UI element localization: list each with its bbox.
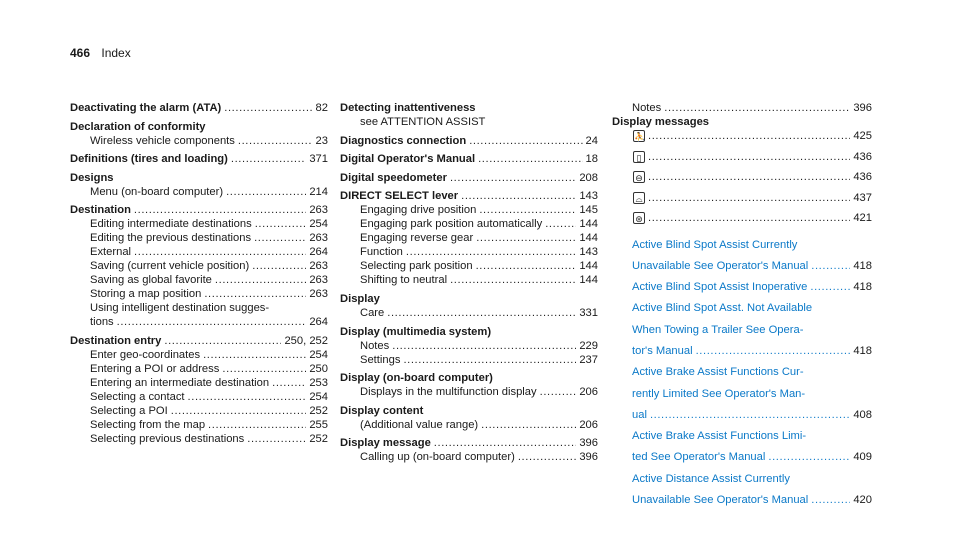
dot-leader [450,273,576,287]
index-subentry[interactable] [70,185,328,199]
page-ref: 143 [579,190,598,203]
subentry-label: Entering a POI or address [90,362,220,375]
index-entry-group [340,152,598,166]
index-subentry[interactable] [70,259,328,273]
page-ref: 264 [309,316,328,329]
subentry-label: Selecting park position [360,260,473,273]
index-entry[interactable] [340,189,598,203]
index-subentry[interactable] [70,404,328,418]
subentry-label: Unavailable See Operator's Manual [632,494,809,507]
index-entry [612,115,872,129]
index-subentry[interactable] [70,273,328,287]
page-number: 466 [70,46,91,60]
index-entry[interactable] [340,134,598,148]
message-entry-line[interactable] [612,238,872,259]
subentry-label: ual [632,408,647,421]
index-subentry[interactable] [70,217,328,231]
car-front-icon: ⊖ [633,171,645,183]
entry-heading: Digital speedometer [340,171,447,184]
index-entry[interactable] [70,101,328,115]
page-ref: 145 [579,204,598,217]
message-entry-line[interactable] [612,450,872,471]
page-ref: 144 [579,274,598,287]
page-ref: 396 [579,437,598,450]
dot-leader [134,245,306,259]
dot-leader [768,450,850,464]
dot-leader [811,259,850,273]
icon-subentry[interactable] [612,150,872,171]
dot-leader [224,101,312,115]
subentry-label: tions [90,316,114,329]
subentry-label: Selecting a POI [90,404,168,417]
dot-leader [696,344,851,358]
index-subentry[interactable] [70,315,328,329]
page-ref: 331 [579,306,598,319]
page-ref: 263 [309,274,328,287]
page-ref: 418 [853,259,872,272]
page-ref: 436 [853,150,872,163]
index-entry-group [340,292,598,320]
page-ref: 254 [309,348,328,361]
dot-leader [648,170,850,184]
subentry-label: Editing the previous destinations [90,232,252,245]
index-subentry[interactable] [340,203,598,217]
index-entry-group [70,203,328,329]
dot-leader [476,231,576,245]
icon-subentry[interactable] [612,129,872,150]
subentry-label: Notes [360,339,390,352]
index-entry-group [340,371,598,399]
dot-leader [450,171,576,185]
subentry-label: Engaging reverse gear [360,232,474,245]
page-ref: 250, 252 [284,334,328,347]
page-ref: 425 [853,130,872,142]
subentry-label: Active Distance Assist Currently [632,472,790,485]
page-ref: 214 [309,185,328,198]
page-ref: 255 [309,418,328,431]
dot-leader [434,436,577,450]
page-ref: 436 [853,171,872,183]
subentry-label: Storing a map position [90,288,202,301]
entry-heading: Display (on-board computer) [340,372,493,385]
index-entry[interactable] [340,101,598,115]
entry-heading: Deactivating the alarm (ATA) [70,102,222,114]
entry-heading: Detecting inattentiveness [340,102,476,114]
dot-leader [204,287,306,301]
dot-leader [188,390,307,404]
subentry-label: Unavailable See Operator's Manual [632,259,809,272]
subentry-label: rently Limited See Operator's Man- [632,387,806,400]
index-subentry[interactable] [70,245,328,259]
page-ref: 229 [579,339,598,352]
dot-leader [272,376,306,390]
index-subentry[interactable] [70,134,328,148]
index-subentry[interactable] [70,301,328,315]
index-entry[interactable] [340,371,598,385]
index-entry-group [70,334,328,446]
dot-leader [406,245,576,259]
dot-leader [254,231,306,245]
page-ref: 143 [579,246,598,259]
page-ref: 206 [579,418,598,431]
entry-heading: Display messages [612,116,710,128]
message-entry-line[interactable] [612,387,872,408]
dot-leader [481,418,576,432]
page-ref: 237 [579,353,598,366]
dot-leader [255,217,307,231]
dot-leader [164,334,281,348]
dot-leader [226,185,306,199]
index-entry-group [340,325,598,367]
message-entry-line[interactable] [612,301,872,322]
index-entry[interactable] [340,404,598,418]
dot-leader [664,101,850,115]
dot-leader [650,408,850,422]
subentry-label: Menu (on-board computer) [90,185,224,198]
dot-leader [238,134,313,148]
dot-leader [811,493,850,507]
dot-leader [134,203,306,217]
subentry-label: Active Brake Assist Functions Cur- [632,366,804,379]
message-entry-line[interactable] [612,344,872,365]
index-subentry[interactable] [70,231,328,245]
dot-leader [203,348,306,362]
message-entry-line[interactable] [612,323,872,344]
page-ref: 18 [585,153,598,166]
index-entry[interactable] [340,152,598,166]
index-entry-group [70,101,328,115]
dot-leader [648,150,850,164]
dot-leader [545,217,576,231]
page-ref: 420 [853,494,872,507]
message-entry-line[interactable] [612,429,872,450]
page-ref: 264 [309,246,328,259]
page-ref: 253 [309,376,328,389]
page-ref: 263 [309,204,328,217]
car-side-icon: ⌓ [633,192,645,204]
index-subentry[interactable] [340,306,598,320]
index-subentry[interactable] [70,376,328,390]
index-subentry[interactable] [340,273,598,287]
message-entry-line[interactable] [612,408,872,429]
index-entry-group [340,101,598,129]
index-entry-group [340,171,598,185]
index-subentry[interactable] [340,259,598,273]
index-entry[interactable] [340,171,598,185]
index-entry[interactable] [340,436,598,450]
page-ref: 23 [315,134,328,147]
subentry-label: Active Brake Assist Functions Limi- [632,430,807,443]
message-entry-line[interactable] [612,472,872,493]
subentry-label: Selecting from the map [90,418,206,431]
page-ref: 418 [853,344,872,357]
page-ref: 371 [309,153,328,166]
subentry-label: Active Blind Spot Assist Currently [632,238,798,251]
subentry-label: (Additional value range) [360,418,479,431]
dot-leader [231,152,306,166]
index-subentry[interactable] [70,362,328,376]
subentry-label: Function [360,246,403,259]
page-ref: 409 [853,451,872,464]
dot-leader [648,129,850,143]
entry-heading: Digital Operator's Manual [340,153,476,166]
entry-heading: Destination entry [70,334,162,347]
page-ref: 418 [853,281,872,294]
page-ref: 408 [853,408,872,421]
subentry-label: Engaging park position automatically [360,218,543,231]
entry-heading: Display (multimedia system) [340,325,492,338]
entry-heading: Designs [70,171,114,184]
index-entry-group [340,436,598,464]
entry-heading: Diagnostics connection [340,134,467,147]
page-ref: 82 [315,102,328,114]
page-ref: 254 [309,218,328,231]
icon-subentry[interactable] [612,170,872,191]
dot-leader [215,273,306,287]
message-entry-line[interactable] [612,365,872,386]
index-entry[interactable] [340,325,598,339]
index-entry[interactable] [70,171,328,185]
subentry-label: Editing intermediate destinations [90,218,252,231]
page-ref: 206 [579,386,598,399]
index-column-3 [612,101,872,514]
index-entry-group [340,134,598,148]
dot-leader [476,259,577,273]
subentry-label: Saving as global favorite [90,274,212,287]
dot-leader [810,280,850,294]
subentry-label: Shifting to neutral [360,274,448,287]
page-ref: 144 [579,260,598,273]
section-title: Index [101,46,131,60]
index-subentry[interactable] [70,287,328,301]
subentry-label: Active Blind Spot Asst. Not Available [632,302,813,315]
page-ref: 421 [853,212,872,224]
page-ref: 396 [853,102,872,114]
subentry-label: Engaging drive position [360,204,477,217]
subentry-label: External [90,246,132,259]
subentry-label: Displays in the multifunction display [360,386,537,399]
subentry-label: Active Blind Spot Assist Inoperative [632,281,808,294]
dot-leader [648,191,850,205]
page-ref: 208 [579,171,598,184]
dot-leader [518,450,576,464]
page-ref: 250 [309,362,328,375]
dot-leader [469,134,582,148]
page-ref: 437 [853,191,872,204]
index-entry-group [70,152,328,166]
dot-leader [479,203,576,217]
index-entry[interactable] [70,152,328,166]
page-ref: 254 [309,390,328,403]
dot-leader [461,189,576,203]
entry-heading: Declaration of conformity [70,120,206,133]
entry-heading: Display content [340,404,424,417]
index-subentry[interactable] [340,231,598,245]
subentry-label: Saving (current vehicle position) [90,260,250,273]
message-entry-line[interactable] [612,259,872,280]
subentry-label: Using intelligent destination sugges- [90,302,270,315]
subentry-label: see ATTENTION ASSIST [360,116,486,128]
message-entry-list [612,238,872,515]
page-ref: 263 [309,260,328,273]
subentry-label: Enter geo-coordinates [90,348,201,361]
page-ref: 252 [309,432,328,445]
index-entry[interactable] [70,334,328,348]
entry-heading: Destination [70,204,131,217]
subentry-label: Calling up (on-board computer) [360,451,515,464]
index-entry[interactable] [70,120,328,134]
subentry-label: Care [360,306,385,319]
index-entry-group [70,120,328,148]
dot-leader [208,418,306,432]
page-header [70,46,131,60]
index-subentry[interactable] [340,353,598,367]
subentry-label: ted See Operator's Manual [632,451,766,464]
dot-leader [117,315,307,329]
subentry-label: Selecting previous destinations [90,432,245,445]
index-column-2 [340,101,598,469]
subentry-label: Notes [632,102,662,114]
subentry-label: Entering an intermediate destination [90,376,270,389]
dot-leader [648,211,850,225]
page-ref: 396 [579,451,598,464]
index-entry-group [340,189,598,287]
tire-pressure-icon: ⊛ [633,212,645,224]
icon-subentry[interactable] [612,211,872,232]
dot-leader [403,353,576,367]
page-ref: 263 [309,232,328,245]
entry-heading: Definitions (tires and loading) [70,153,228,166]
page-ref: 252 [309,404,328,417]
page-ref: 144 [579,218,598,231]
index-subentry[interactable] [70,418,328,432]
index-subentry[interactable] [612,101,872,115]
dot-leader [222,362,306,376]
subentry-label: When Towing a Trailer See Opera- [632,323,804,336]
page-ref: 263 [309,288,328,301]
subentry-label: Selecting a contact [90,390,185,403]
index-subentry[interactable] [340,450,598,464]
index-subentry[interactable] [340,339,598,353]
dot-leader [171,404,307,418]
entry-heading: DIRECT SELECT lever [340,190,459,203]
dot-leader [252,259,306,273]
subentry-label: tor's Manual [632,344,693,357]
dot-leader [387,306,576,320]
door-open-icon: ▯ [633,151,645,163]
index-column-1 [70,101,328,451]
icon-subentry[interactable] [612,191,872,212]
index-subentry[interactable] [340,245,598,259]
dot-leader [540,385,577,399]
index-subentry[interactable] [340,418,598,432]
index-subentry[interactable] [340,217,598,231]
page-ref: 24 [585,134,598,147]
index-subentry[interactable] [70,390,328,404]
icon-entry-list [612,129,872,232]
dot-leader [478,152,582,166]
index-subentry[interactable] [70,348,328,362]
index-entry[interactable] [70,203,328,217]
index-entry-group [70,171,328,199]
message-entry-line[interactable] [612,493,872,514]
index-entry[interactable] [340,292,598,306]
index-subentry[interactable] [340,385,598,399]
page-ref: 144 [579,232,598,245]
index-subentry[interactable] [70,432,328,446]
index-entry-group [340,404,598,432]
entry-heading: Display message [340,437,431,450]
dot-leader [247,432,306,446]
entry-heading: Display [340,292,380,305]
subentry-label: Settings [360,353,401,366]
subentry-label: Wireless vehicle components [90,134,235,147]
index-subentry[interactable] [340,115,598,129]
dot-leader [392,339,576,353]
message-entry-line[interactable] [612,280,872,301]
seat-belt-icon: ⛹ [634,132,646,142]
